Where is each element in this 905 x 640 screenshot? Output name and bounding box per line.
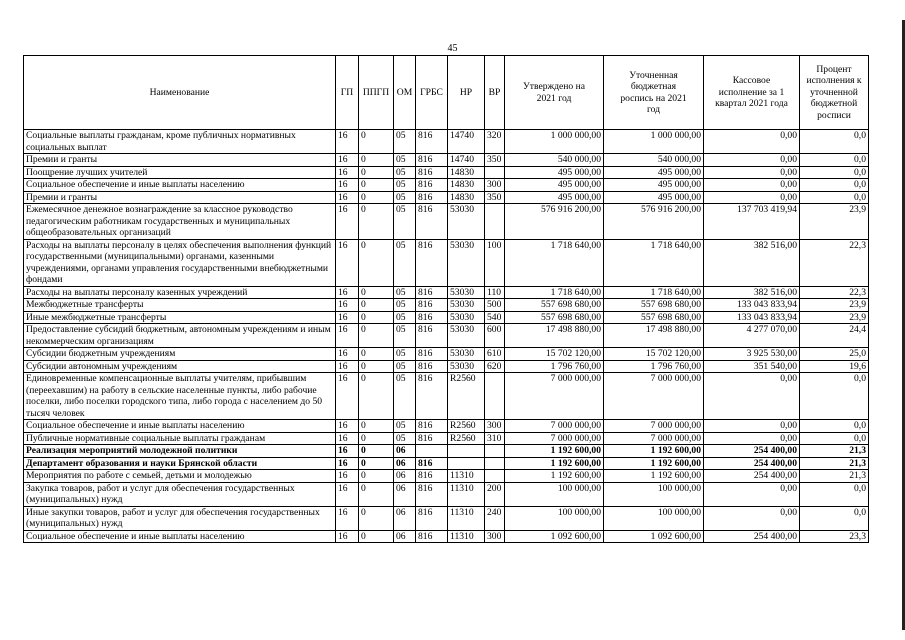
cell-cash: 0,00	[704, 506, 800, 530]
cell-vr	[485, 445, 505, 458]
cell-percent: 0,0	[800, 420, 869, 433]
cell-name: Социальные выплаты гражданам, кроме публичных нормативных социальных выплат	[24, 130, 336, 154]
table-row	[24, 506, 869, 530]
cell-gp: 16	[336, 482, 359, 506]
cell-grbs: 816	[416, 204, 448, 240]
cell-nr	[448, 445, 485, 458]
cell-nr	[448, 457, 485, 470]
table-row	[24, 420, 869, 433]
cell-name: Субсидии бюджетным учреждениям	[24, 348, 336, 361]
table-row	[24, 204, 869, 240]
cell-grbs: 816	[416, 373, 448, 420]
cell-grbs: 816	[416, 239, 448, 286]
cell-cash: 137 703 419,94	[704, 204, 800, 240]
cell-approved: 1 092 600,00	[505, 530, 604, 543]
cell-grbs	[416, 445, 448, 458]
header-percent: Процент исполнения к уточненной бюджетной росписи	[800, 56, 869, 130]
table-row	[24, 286, 869, 299]
cell-name: Субсидии автономным учреждениям	[24, 360, 336, 373]
cell-name: Социальное обеспечение и иные выплаты населению	[24, 179, 336, 192]
cell-name: Иные межбюджетные трансферты	[24, 311, 336, 324]
cell-name: Социальное обеспечение и иные выплаты населению	[24, 420, 336, 433]
cell-percent: 0,0	[800, 191, 869, 204]
cell-cash: 0,00	[704, 166, 800, 179]
cell-nr: 53030	[448, 311, 485, 324]
cell-vr: 240	[485, 506, 505, 530]
table-header-row	[24, 56, 869, 130]
cell-nr: 14830	[448, 166, 485, 179]
cell-om: 06	[394, 482, 416, 506]
cell-approved: 495 000,00	[505, 179, 604, 192]
cell-nr: 53030	[448, 299, 485, 312]
cell-ppgp: 0	[359, 457, 394, 470]
cell-revised: 495 000,00	[604, 191, 704, 204]
cell-grbs: 816	[416, 506, 448, 530]
cell-revised: 15 702 120,00	[604, 348, 704, 361]
cell-approved: 100 000,00	[505, 506, 604, 530]
cell-gp: 16	[336, 373, 359, 420]
cell-cash: 0,00	[704, 191, 800, 204]
cell-revised: 495 000,00	[604, 166, 704, 179]
cell-grbs: 816	[416, 324, 448, 348]
cell-om: 05	[394, 204, 416, 240]
cell-cash: 0,00	[704, 154, 800, 167]
cell-percent: 25,0	[800, 348, 869, 361]
cell-ppgp: 0	[359, 420, 394, 433]
cell-om: 05	[394, 432, 416, 445]
table-row	[24, 373, 869, 420]
cell-percent: 0,0	[800, 130, 869, 154]
cell-cash: 254 400,00	[704, 470, 800, 483]
cell-name: Закупка товаров, работ и услуг для обеспечения государственных (муниципальных) нужд	[24, 482, 336, 506]
header-grbs: ГРБС	[416, 56, 448, 130]
cell-revised: 1 192 600,00	[604, 457, 704, 470]
cell-revised: 7 000 000,00	[604, 420, 704, 433]
cell-cash: 351 540,00	[704, 360, 800, 373]
cell-vr: 320	[485, 130, 505, 154]
cell-om: 06	[394, 457, 416, 470]
cell-approved: 1 796 760,00	[505, 360, 604, 373]
cell-nr: 11310	[448, 530, 485, 543]
cell-percent: 19,6	[800, 360, 869, 373]
cell-percent: 22,3	[800, 286, 869, 299]
cell-ppgp: 0	[359, 360, 394, 373]
header-gp: ГП	[336, 56, 359, 130]
cell-name: Поощрение лучших учителей	[24, 166, 336, 179]
cell-grbs: 816	[416, 432, 448, 445]
cell-vr: 200	[485, 482, 505, 506]
cell-name: Премии и гранты	[24, 191, 336, 204]
cell-ppgp: 0	[359, 432, 394, 445]
table-row	[24, 482, 869, 506]
cell-vr: 600	[485, 324, 505, 348]
cell-cash: 254 400,00	[704, 445, 800, 458]
cell-gp: 16	[336, 348, 359, 361]
cell-cash: 4 277 070,00	[704, 324, 800, 348]
cell-ppgp: 0	[359, 470, 394, 483]
table-row	[24, 360, 869, 373]
cell-gp: 16	[336, 299, 359, 312]
cell-gp: 16	[336, 130, 359, 154]
cell-cash: 0,00	[704, 482, 800, 506]
cell-gp: 16	[336, 470, 359, 483]
cell-nr: R2560	[448, 420, 485, 433]
cell-ppgp: 0	[359, 373, 394, 420]
cell-nr: 53030	[448, 324, 485, 348]
cell-cash: 0,00	[704, 420, 800, 433]
cell-vr: 610	[485, 348, 505, 361]
cell-nr: R2560	[448, 373, 485, 420]
cell-ppgp: 0	[359, 348, 394, 361]
cell-gp: 16	[336, 286, 359, 299]
cell-om: 05	[394, 166, 416, 179]
cell-grbs: 816	[416, 457, 448, 470]
cell-approved: 495 000,00	[505, 191, 604, 204]
header-om: ОМ	[394, 56, 416, 130]
cell-grbs: 816	[416, 530, 448, 543]
cell-grbs: 816	[416, 166, 448, 179]
cell-percent: 23,9	[800, 299, 869, 312]
table-row	[24, 130, 869, 154]
cell-revised: 557 698 680,00	[604, 311, 704, 324]
cell-gp: 16	[336, 239, 359, 286]
cell-revised: 100 000,00	[604, 482, 704, 506]
cell-cash: 254 400,00	[704, 530, 800, 543]
cell-vr	[485, 166, 505, 179]
cell-om: 05	[394, 191, 416, 204]
cell-name: Иные закупки товаров, работ и услуг для обеспечения государственных (муниципальных) нужд	[24, 506, 336, 530]
cell-grbs: 816	[416, 130, 448, 154]
cell-gp: 16	[336, 457, 359, 470]
cell-grbs: 816	[416, 348, 448, 361]
cell-approved: 100 000,00	[505, 482, 604, 506]
cell-gp: 16	[336, 506, 359, 530]
cell-gp: 16	[336, 154, 359, 167]
cell-vr: 300	[485, 179, 505, 192]
cell-cash: 133 043 833,94	[704, 299, 800, 312]
cell-vr: 310	[485, 432, 505, 445]
cell-ppgp: 0	[359, 506, 394, 530]
table-row	[24, 311, 869, 324]
cell-revised: 1 718 640,00	[604, 286, 704, 299]
cell-ppgp: 0	[359, 179, 394, 192]
cell-gp: 16	[336, 445, 359, 458]
cell-gp: 16	[336, 324, 359, 348]
cell-om: 05	[394, 348, 416, 361]
cell-name: Департамент образования и науки Брянской области	[24, 457, 336, 470]
cell-nr: 53030	[448, 348, 485, 361]
cell-om: 05	[394, 179, 416, 192]
cell-revised: 17 498 880,00	[604, 324, 704, 348]
cell-gp: 16	[336, 191, 359, 204]
cell-approved: 1 192 600,00	[505, 457, 604, 470]
cell-nr: 53030	[448, 239, 485, 286]
cell-grbs: 816	[416, 311, 448, 324]
cell-percent: 0,0	[800, 506, 869, 530]
page-number: 45	[447, 43, 458, 54]
cell-nr: 14830	[448, 191, 485, 204]
cell-ppgp: 0	[359, 286, 394, 299]
cell-percent: 23,3	[800, 530, 869, 543]
cell-cash: 0,00	[704, 179, 800, 192]
cell-nr: 53030	[448, 204, 485, 240]
table-row	[24, 191, 869, 204]
cell-nr: 14830	[448, 179, 485, 192]
cell-nr: 11310	[448, 506, 485, 530]
cell-vr: 620	[485, 360, 505, 373]
table-row	[24, 445, 869, 458]
table-row	[24, 179, 869, 192]
cell-gp: 16	[336, 360, 359, 373]
cell-approved: 540 000,00	[505, 154, 604, 167]
cell-approved: 557 698 680,00	[505, 299, 604, 312]
cell-approved: 1 000 000,00	[505, 130, 604, 154]
cell-name: Реализация мероприятий молодежной политики	[24, 445, 336, 458]
cell-revised: 576 916 200,00	[604, 204, 704, 240]
cell-om: 06	[394, 530, 416, 543]
cell-vr: 300	[485, 420, 505, 433]
cell-percent: 24,4	[800, 324, 869, 348]
header-nr: НР	[448, 56, 485, 130]
cell-cash: 382 516,00	[704, 286, 800, 299]
cell-percent: 21,3	[800, 470, 869, 483]
cell-revised: 1 192 600,00	[604, 470, 704, 483]
cell-vr: 540	[485, 311, 505, 324]
cell-nr: 11310	[448, 482, 485, 506]
table-row	[24, 299, 869, 312]
cell-cash: 382 516,00	[704, 239, 800, 286]
cell-nr: 53030	[448, 286, 485, 299]
cell-ppgp: 0	[359, 239, 394, 286]
cell-cash: 0,00	[704, 130, 800, 154]
cell-percent: 0,0	[800, 482, 869, 506]
cell-om: 06	[394, 470, 416, 483]
cell-percent: 23,9	[800, 311, 869, 324]
table-row	[24, 432, 869, 445]
cell-cash: 254 400,00	[704, 457, 800, 470]
cell-ppgp: 0	[359, 204, 394, 240]
table-row	[24, 154, 869, 167]
cell-revised: 540 000,00	[604, 154, 704, 167]
cell-revised: 100 000,00	[604, 506, 704, 530]
cell-nr: 14740	[448, 154, 485, 167]
table-row	[24, 470, 869, 483]
cell-om: 06	[394, 506, 416, 530]
cell-revised: 7 000 000,00	[604, 432, 704, 445]
cell-ppgp: 0	[359, 154, 394, 167]
cell-percent: 0,0	[800, 432, 869, 445]
table-row	[24, 348, 869, 361]
cell-gp: 16	[336, 530, 359, 543]
table-row	[24, 239, 869, 286]
cell-grbs: 816	[416, 482, 448, 506]
cell-revised: 557 698 680,00	[604, 299, 704, 312]
header-revised: Уточненная бюджетная роспись на 2021 год	[604, 56, 704, 130]
cell-revised: 495 000,00	[604, 179, 704, 192]
cell-approved: 1 192 600,00	[505, 445, 604, 458]
cell-vr	[485, 457, 505, 470]
cell-vr	[485, 470, 505, 483]
cell-approved: 1 718 640,00	[505, 239, 604, 286]
cell-om: 05	[394, 299, 416, 312]
cell-om: 05	[394, 286, 416, 299]
cell-nr: 11310	[448, 470, 485, 483]
cell-approved: 557 698 680,00	[505, 311, 604, 324]
cell-grbs: 816	[416, 470, 448, 483]
cell-revised: 1 192 600,00	[604, 445, 704, 458]
cell-percent: 0,0	[800, 373, 869, 420]
cell-ppgp: 0	[359, 299, 394, 312]
cell-approved: 495 000,00	[505, 166, 604, 179]
cell-gp: 16	[336, 204, 359, 240]
cell-approved: 15 702 120,00	[505, 348, 604, 361]
cell-cash: 3 925 530,00	[704, 348, 800, 361]
cell-revised: 1 092 600,00	[604, 530, 704, 543]
table-row	[24, 324, 869, 348]
cell-approved: 7 000 000,00	[505, 432, 604, 445]
cell-percent: 0,0	[800, 154, 869, 167]
cell-percent: 21,3	[800, 457, 869, 470]
cell-nr: R2560	[448, 432, 485, 445]
cell-vr	[485, 373, 505, 420]
cell-om: 05	[394, 130, 416, 154]
cell-name: Межбюджетные трансферты	[24, 299, 336, 312]
cell-cash: 0,00	[704, 373, 800, 420]
budget-table	[23, 55, 869, 543]
cell-ppgp: 0	[359, 530, 394, 543]
cell-ppgp: 0	[359, 324, 394, 348]
header-cash: Кассовое исполнение за 1 квартал 2021 года	[704, 56, 800, 130]
cell-vr: 300	[485, 530, 505, 543]
cell-om: 05	[394, 373, 416, 420]
cell-percent: 0,0	[800, 166, 869, 179]
cell-gp: 16	[336, 311, 359, 324]
cell-approved: 1 718 640,00	[505, 286, 604, 299]
cell-name: Ежемесячное денежное вознаграждение за классное руководство педагогическим работникам государственных и муниципальных общеобразовательных организаций	[24, 204, 336, 240]
cell-approved: 17 498 880,00	[505, 324, 604, 348]
cell-percent: 23,9	[800, 204, 869, 240]
table-row	[24, 457, 869, 470]
cell-name: Премии и гранты	[24, 154, 336, 167]
cell-vr: 350	[485, 191, 505, 204]
cell-name: Расходы на выплаты персоналу в целях обеспечения выполнения функций государственными (муниципальными) органами, казенными учреждениями, органами управления государственными внебюджетными фондами	[24, 239, 336, 286]
cell-om: 06	[394, 445, 416, 458]
cell-grbs: 816	[416, 154, 448, 167]
cell-ppgp: 0	[359, 166, 394, 179]
cell-cash: 0,00	[704, 432, 800, 445]
cell-vr: 500	[485, 299, 505, 312]
header-name: Наименование	[24, 56, 336, 130]
cell-gp: 16	[336, 179, 359, 192]
cell-name: Мероприятия по работе с семьей, детьми и молодежью	[24, 470, 336, 483]
cell-approved: 576 916 200,00	[505, 204, 604, 240]
cell-ppgp: 0	[359, 482, 394, 506]
cell-approved: 7 000 000,00	[505, 420, 604, 433]
cell-om: 05	[394, 420, 416, 433]
cell-om: 05	[394, 311, 416, 324]
cell-name: Единовременные компенсационные выплаты учителям, прибывшим (переехавшим) на работу в сельские населенные пункты, либо рабочие поселки, либо поселки городского типа, либо города с населением до 50 тысяч человек	[24, 373, 336, 420]
cell-percent: 21,3	[800, 445, 869, 458]
cell-ppgp: 0	[359, 130, 394, 154]
cell-vr: 100	[485, 239, 505, 286]
cell-cash: 133 043 833,94	[704, 311, 800, 324]
cell-revised: 7 000 000,00	[604, 373, 704, 420]
cell-grbs: 816	[416, 299, 448, 312]
cell-grbs: 816	[416, 360, 448, 373]
cell-ppgp: 0	[359, 311, 394, 324]
cell-name: Предоставление субсидий бюджетным, автономным учреждениям и иным некоммерческим организациям	[24, 324, 336, 348]
cell-revised: 1 796 760,00	[604, 360, 704, 373]
cell-name: Расходы на выплаты персоналу казенных учреждений	[24, 286, 336, 299]
cell-ppgp: 0	[359, 445, 394, 458]
header-ppgp: ППГП	[359, 56, 394, 130]
cell-ppgp: 0	[359, 191, 394, 204]
cell-grbs: 816	[416, 286, 448, 299]
cell-vr: 110	[485, 286, 505, 299]
table-row	[24, 530, 869, 543]
cell-grbs: 816	[416, 179, 448, 192]
cell-om: 05	[394, 360, 416, 373]
cell-gp: 16	[336, 166, 359, 179]
header-vr: ВР	[485, 56, 505, 130]
header-approved: Утверждено на 2021 год	[505, 56, 604, 130]
cell-nr: 53030	[448, 360, 485, 373]
cell-name: Публичные нормативные социальные выплаты гражданам	[24, 432, 336, 445]
cell-nr: 14740	[448, 130, 485, 154]
cell-percent: 22,3	[800, 239, 869, 286]
cell-approved: 7 000 000,00	[505, 373, 604, 420]
cell-om: 05	[394, 324, 416, 348]
table-row	[24, 166, 869, 179]
cell-vr	[485, 204, 505, 240]
cell-vr: 350	[485, 154, 505, 167]
cell-approved: 1 192 600,00	[505, 470, 604, 483]
cell-grbs: 816	[416, 191, 448, 204]
cell-gp: 16	[336, 420, 359, 433]
cell-name: Социальное обеспечение и иные выплаты населению	[24, 530, 336, 543]
cell-om: 05	[394, 154, 416, 167]
cell-gp: 16	[336, 432, 359, 445]
cell-grbs: 816	[416, 420, 448, 433]
cell-percent: 0,0	[800, 179, 869, 192]
cell-revised: 1 718 640,00	[604, 239, 704, 286]
cell-om: 05	[394, 239, 416, 286]
cell-revised: 1 000 000,00	[604, 130, 704, 154]
